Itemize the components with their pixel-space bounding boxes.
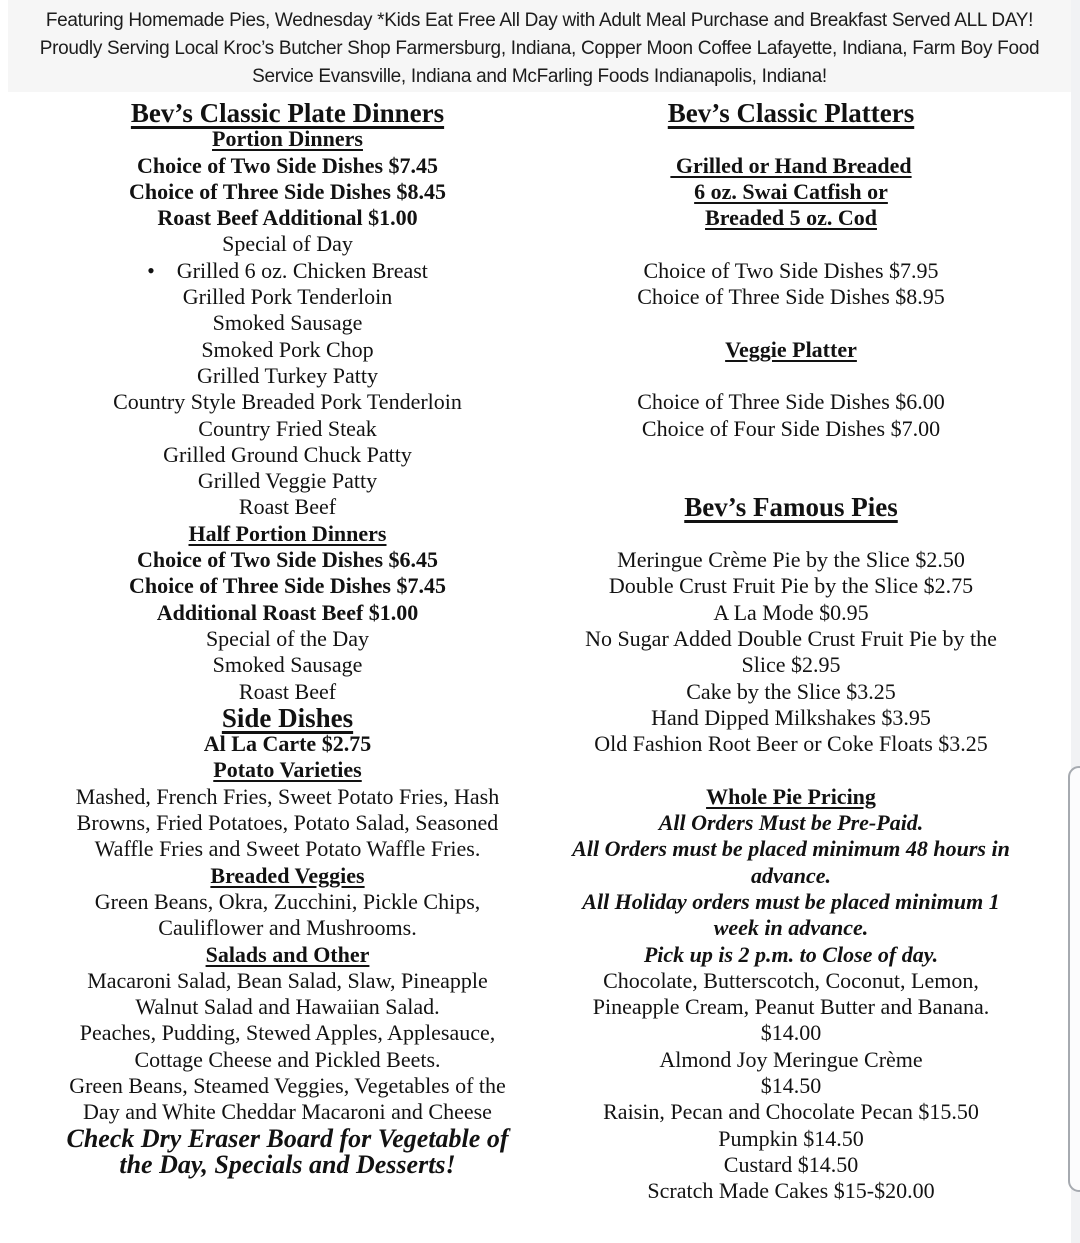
menu-line: Old Fashion Root Beer or Coke Floats $3.25 (594, 731, 988, 757)
menu-line: Hand Dipped Milkshakes $3.95 (651, 704, 931, 730)
menu-line: Choice of Two Side Dishes $7.95 (643, 257, 939, 283)
menu-heading: Breaded Veggies (210, 862, 365, 888)
menu-heading: Bev’s Famous Pies (684, 492, 898, 523)
menu-heading: Grilled or Hand Breaded (670, 152, 912, 178)
menu-line: Choice of Three Side Dishes $8.95 (637, 284, 945, 310)
menu-line: Smoked Sausage (212, 652, 363, 678)
menu-line: Grilled Ground Chuck Patty (163, 441, 412, 467)
menu-line: Grilled Veggie Patty (197, 468, 378, 494)
menu-line: Double Crust Fruit Pie by the Slice $2.75 (608, 573, 974, 599)
menu-line: • Grilled 6 oz. Chicken Breast (147, 257, 428, 283)
menu-line: Slice $2.95 (741, 652, 841, 678)
menu-line: Al La Carte $2.75 (203, 731, 372, 757)
blank-line (570, 468, 1012, 494)
menu-heading: Portion Dinners (212, 126, 363, 152)
menu-line: Peaches, Pudding, Stewed Apples, Applesauce, (79, 1020, 496, 1046)
menu-line: Roast Beef Additional $1.00 (157, 205, 418, 231)
menu-line: Choice of Three Side Dishes $8.45 (129, 178, 446, 204)
menu-line: advance. (750, 862, 832, 888)
menu-line: Choice of Four Side Dishes $7.00 (641, 415, 941, 441)
blank-line (570, 442, 1012, 468)
menu-heading: Bev’s Classic Platters (667, 98, 915, 128)
menu-line: Waffle Fries and Sweet Potato Waffle Fries. (94, 836, 481, 862)
blank-line (570, 757, 1012, 783)
menu-line: Grilled Turkey Patty (197, 362, 378, 388)
menu-line: All Orders Must be Pre-Paid. (658, 810, 924, 836)
menu-line: Choice of Three Side Dishes $7.45 (129, 573, 446, 599)
menu-line: All Orders must be placed minimum 48 hours in (572, 836, 1010, 862)
menu-heading: Whole Pie Pricing (706, 783, 876, 809)
menu-line: $14.00 (760, 1020, 822, 1046)
menu-line: Almond Joy Meringue Crème (659, 1046, 923, 1072)
menu-line: Macaroni Salad, Bean Salad, Slaw, Pineapple (87, 967, 488, 993)
menu-line: Mashed, French Fries, Sweet Potato Fries, Hash (75, 783, 500, 809)
scrollbar-thumb[interactable] (1068, 766, 1080, 1192)
menu-heading: 6 oz. Swai Catfish or (694, 178, 888, 204)
menu-line: Check Dry Eraser Board for Vegetable of (66, 1123, 509, 1153)
menu-heading: Salads and Other (205, 941, 370, 967)
menu-heading: Side Dishes (221, 702, 354, 733)
menu-line: Country Style Breaded Pork Tenderloin (113, 389, 462, 415)
menu-line: Smoked Sausage (212, 310, 363, 336)
menu-heading: Potato Varieties (213, 757, 362, 783)
banner-text-line: Featuring Homemade Pies, Wednesday *Kids Eat Free All Day with Adult Meal Purchase and Breakfast Served ALL DAY! (45, 10, 1034, 31)
blank-line (570, 310, 1012, 336)
menu-line: Green Beans, Okra, Zucchini, Pickle Chips, (94, 888, 481, 914)
menu-line: Special of the Day (205, 625, 370, 651)
menu-line: Additional Roast Beef $1.00 (156, 599, 419, 625)
menu-line: Choice of Two Side Dishes $7.45 (136, 152, 439, 178)
menu-line: A La Mode $0.95 (713, 599, 869, 625)
menu-heading: Bev’s Classic Plate Dinners (130, 98, 445, 128)
menu-line: Roast Beef (238, 494, 337, 520)
menu-line: Chocolate, Butterscotch, Coconut, Lemon, (603, 967, 979, 993)
header-banner (8, 0, 1071, 92)
blank-line (570, 521, 1012, 547)
menu-line: Pick up is 2 p.m. to Close of day. (643, 941, 939, 967)
menu-column-left (50, 100, 525, 1178)
menu-line: week in advance. (713, 915, 869, 941)
menu-line: the Day, Specials and Desserts! (119, 1149, 456, 1179)
banner-text-line: Proudly Serving Local Kroc’s Butcher Shop Farmersburg, Indiana, Copper Moon Coffee Lafayette, Indiana, Farm Boy Food (39, 38, 1040, 59)
menu-line: Choice of Three Side Dishes $6.00 (637, 389, 945, 415)
menu-line: Custard $14.50 (723, 1151, 859, 1177)
menu-line: Smoked Pork Chop (201, 336, 374, 362)
menu-line: Raisin, Pecan and Chocolate Pecan $15.50 (603, 1099, 979, 1125)
menu-line: Cottage Cheese and Pickled Beets. (134, 1046, 441, 1072)
menu-line: Roast Beef (238, 678, 337, 704)
menu-line: Cauliflower and Mushrooms. (158, 915, 417, 941)
menu-line: Pineapple Cream, Peanut Butter and Banana. (592, 994, 990, 1020)
menu-line: Grilled Pork Tenderloin (182, 284, 393, 310)
menu-line: $14.50 (760, 1072, 822, 1098)
blank-line (570, 231, 1012, 257)
menu-line: No Sugar Added Double Crust Fruit Pie by the (585, 625, 997, 651)
menu-line: All Holiday orders must be placed minimum 1 (582, 888, 1000, 914)
menu-heading: Veggie Platter (725, 336, 857, 362)
menu-line: Special of Day (222, 231, 353, 257)
blank-line (570, 126, 1012, 152)
menu-line: Meringue Crème Pie by the Slice $2.50 (617, 547, 965, 573)
banner-text-line: Service Evansville, Indiana and McFarling Foods Indianapolis, Indiana! (252, 66, 827, 87)
menu-line: Scratch Made Cakes $15-$20.00 (647, 1178, 935, 1204)
menu-line: Choice of Two Side Dishes $6.45 (136, 547, 439, 573)
menu-heading: Breaded 5 oz. Cod (705, 205, 877, 231)
menu-line: Pumpkin $14.50 (718, 1125, 864, 1151)
scrollbar-track[interactable] (1071, 0, 1080, 1243)
menu-line: Cake by the Slice $3.25 (686, 678, 896, 704)
menu-line: Green Beans, Steamed Veggies, Vegetables of the (69, 1072, 506, 1098)
blank-line (570, 363, 1012, 389)
menu-column-right (570, 100, 1012, 1204)
menu-line: Walnut Salad and Hawaiian Salad. (135, 994, 440, 1020)
menu-line: Day and White Cheddar Macaroni and Cheese (83, 1099, 492, 1125)
menu-line: Browns, Fried Potatoes, Potato Salad, Seasoned (76, 810, 499, 836)
menu-heading: Half Portion Dinners (188, 520, 387, 546)
menu-line: Country Fried Steak (198, 415, 377, 441)
